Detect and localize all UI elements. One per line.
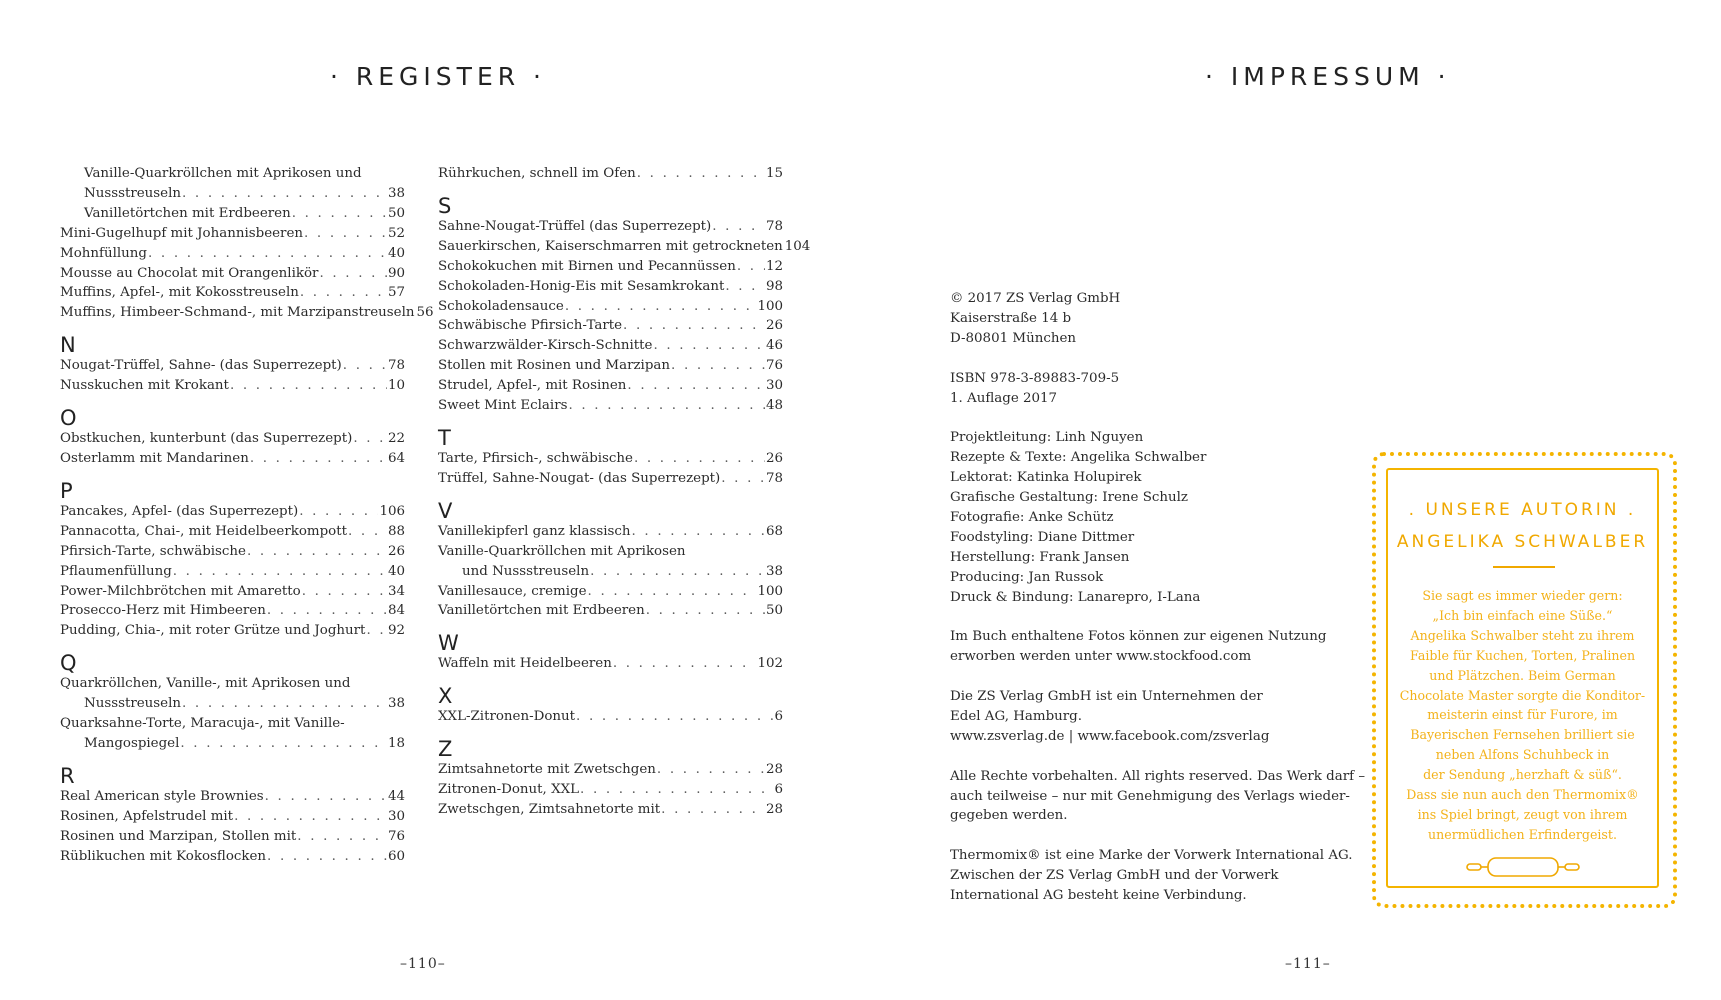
index-entry-page: 44: [387, 788, 405, 804]
imprint-line: International AG besteht keine Verbindung.: [950, 888, 1247, 904]
index-letter: P: [60, 478, 73, 503]
index-entry-page: 40: [387, 245, 405, 261]
index-entry-page: 50: [387, 205, 405, 221]
index-entry-page: 102: [757, 656, 783, 672]
imprint-block: [950, 846, 1353, 906]
index-entry-title: Schwäbische Pfirsich-Tarte: [438, 318, 623, 334]
index-leader-dots: [230, 376, 387, 396]
index-entry-title: Tarte, Pfirsich-, schwäbische: [438, 450, 633, 466]
index-entry-page: 22: [387, 431, 405, 447]
imprint-line: auch teilweise – nur mit Genehmigung des Verlags wieder-: [950, 788, 1350, 804]
index-entry: [438, 469, 783, 489]
index-entry-line: Quarkröllchen, Vanille-, mit Aprikosen und: [60, 676, 351, 692]
imprint-line: Edel AG, Hamburg.: [950, 708, 1082, 724]
imprint-line: D-80801 München: [950, 330, 1076, 346]
index-entry: [60, 449, 405, 469]
index-entry: [60, 542, 405, 562]
index-entry: [60, 734, 405, 754]
index-leader-dots: [173, 562, 387, 582]
imprint-line: Grafische Gestaltung: Irene Schulz: [950, 490, 1188, 506]
index-entry: [438, 654, 783, 674]
imprint-line: Thermomix® ist eine Marke der Vorwerk International AG.: [950, 848, 1353, 864]
index-entry-page: 92: [387, 623, 405, 639]
index-leader-dots: [302, 582, 387, 602]
index-entry: [438, 562, 783, 582]
index-entry: [60, 621, 405, 641]
index-column-2: [438, 164, 811, 820]
index-entry-title: Vanillesauce, cremige: [438, 583, 587, 599]
index-leader-dots: [646, 601, 765, 621]
index-entry-page: 46: [765, 338, 783, 354]
index-entry-page: 18: [387, 735, 405, 751]
index-entry-line: Vanille-Quarkröllchen mit Aprikosen: [438, 543, 686, 559]
index-leader-dots: [265, 787, 387, 807]
index-entry-title: Mangospiegel: [84, 735, 180, 751]
imprint-block: [950, 289, 1330, 349]
index-leader-dots: [300, 283, 387, 303]
index-leader-dots: [590, 562, 765, 582]
index-entry: [60, 601, 405, 621]
imprint-line: gegeben werden.: [950, 808, 1068, 824]
imprint-line: www.zsverlag.de | www.facebook.com/zsverlag: [950, 728, 1270, 744]
index-entry-page: 28: [765, 762, 783, 778]
right-page: [860, 0, 1721, 1000]
index-entry-title: Power-Milchbrötchen mit Amaretto: [60, 583, 301, 599]
index-leader-dots: [737, 257, 765, 277]
index-entry-page: 38: [765, 563, 783, 579]
index-entry-title: Mohnfüllung: [60, 245, 147, 261]
index-entry-title: Rührkuchen, schnell im Ofen: [438, 166, 636, 181]
index-entry-title: Mousse au Chocolat mit Orangenlikör: [60, 265, 319, 281]
imprint-block: [950, 428, 1330, 607]
index-entry-title: Schwarzwälder-Kirsch-Schnitte: [438, 338, 653, 354]
index-letter: Q: [60, 651, 77, 676]
author-bio-line: Chocolate Master sorgte die Konditor-: [1399, 687, 1646, 703]
index-leader-dots: [292, 204, 387, 224]
index-entry: [438, 376, 783, 396]
index-entry-title: Real American style Brownies: [60, 788, 264, 804]
index-entry: [60, 204, 405, 224]
index-leader-dots: [632, 522, 765, 542]
index-entry-line: Quarksahne-Torte, Maracuja-, mit Vanille-: [60, 716, 345, 732]
index-entry: [438, 164, 783, 184]
index-entry-page: 48: [765, 398, 783, 414]
index-leader-dots: [661, 800, 765, 820]
index-entry: [438, 237, 811, 257]
index-leader-dots: [182, 184, 387, 204]
index-entry-title: Schokoladensauce: [438, 298, 564, 314]
index-entry-title: Mini-Gugelhupf mit Johannisbeeren: [60, 225, 303, 241]
index-entry-title: Muffins, Apfel-, mit Kokosstreuseln: [60, 285, 299, 301]
index-entry-title: Prosecco-Herz mit Himbeeren: [60, 603, 266, 619]
index-leader-dots: [576, 707, 773, 727]
page-number-left: –110–: [400, 956, 446, 972]
index-entry: [60, 787, 405, 807]
index-entry: [60, 356, 405, 376]
index-entry-title: Obstkuchen, kunterbunt (das Superrezept): [60, 431, 353, 447]
index-entry-page: 104: [784, 238, 811, 254]
index-entry-page: 10: [387, 378, 405, 394]
imprint-line: ISBN 978-3-89883-709-5: [950, 370, 1120, 386]
index-entry-title: Vanilletörtchen mit Erdbeeren: [84, 205, 291, 221]
imprint-text: [950, 289, 1366, 926]
index-entry-page: 30: [765, 378, 783, 394]
index-entry-page: 88: [387, 523, 405, 539]
index-entry-page: 78: [765, 218, 783, 234]
index-entry-page: 90: [387, 265, 405, 281]
author-bio-line: unermüdlichen Erfindergeist.: [1428, 826, 1617, 842]
imprint-line: Lektorat: Katinka Holupirek: [950, 470, 1142, 486]
author-bio-line: Sie sagt es immer wieder gern:: [1422, 588, 1623, 603]
index-leader-dots: [234, 807, 387, 827]
index-letter: Z: [438, 737, 453, 762]
index-entry-title: Sweet Mint Eclairs: [438, 398, 568, 414]
index-entry: [60, 694, 405, 714]
index-entry-page: 38: [387, 185, 405, 201]
index-entry: [60, 376, 405, 396]
index-entry-page: 76: [387, 828, 405, 844]
index-letter: W: [438, 631, 459, 656]
imprint-line: Producing: Jan Russok: [950, 569, 1104, 585]
imprint-line: 1. Auflage 2017: [950, 390, 1058, 406]
index-entry: [60, 264, 405, 284]
index-entry: [60, 582, 405, 602]
index-entry: [438, 336, 783, 356]
index-entry-title: Osterlamm mit Mandarinen: [60, 450, 249, 466]
author-bio-line: meisterin einst für Furore, im: [1427, 707, 1618, 723]
index-entry: [438, 277, 783, 297]
index-entry: [60, 224, 405, 244]
index-entry-title: Schokokuchen mit Birnen und Pecannüssen: [438, 258, 736, 274]
index-leader-dots: [304, 224, 387, 244]
author-card-divider: [1493, 566, 1555, 568]
index-entry: [438, 780, 783, 800]
index-entry-page: 60: [387, 848, 405, 864]
index-leader-dots: [568, 396, 764, 416]
index-entry: [438, 522, 783, 542]
index-letter: X: [438, 684, 453, 709]
left-page: [0, 0, 860, 1000]
imprint-line: Herstellung: Frank Jansen: [950, 549, 1130, 565]
imprint-line: Projektleitung: Linh Nguyen: [950, 430, 1144, 446]
index-entry-page: 100: [757, 298, 783, 314]
index-entry: [438, 707, 783, 727]
index-entry-title: Vanillekipferl ganz klassisch: [438, 523, 631, 539]
index-entry: [60, 244, 405, 264]
index-entry-page: 106: [379, 503, 405, 519]
author-bio-line: der Sendung „herzhaft & süß“.: [1423, 767, 1622, 783]
index-leader-dots: [653, 336, 765, 356]
author-card-inner-frame: [1386, 468, 1659, 888]
index-leader-dots: [712, 217, 765, 237]
index-entry-page: 28: [765, 801, 783, 817]
index-entry-title: Zimtsahnetorte mit Zwetschgen: [438, 762, 656, 778]
index-leader-dots: [657, 760, 765, 780]
author-bio-line: Bayerischen Fernsehen brilliert sie: [1410, 727, 1635, 743]
index-leader-dots: [148, 244, 387, 264]
index-leader-dots: [671, 356, 765, 376]
index-entry-title: Strudel, Apfel-, mit Rosinen: [438, 378, 627, 394]
index-leader-dots: [366, 621, 387, 641]
index-entry: [438, 217, 783, 237]
index-entry-title: Pancakes, Apfel- (das Superrezept): [60, 503, 299, 519]
index-letter: V: [438, 498, 453, 523]
imprint-line: © 2017 ZS Verlag GmbH: [950, 291, 1121, 306]
index-entry-page: 15: [765, 166, 783, 181]
index-entry: [438, 356, 783, 376]
index-leader-dots: [634, 449, 765, 469]
index-letter: R: [60, 763, 75, 788]
index-entry-page: 26: [387, 543, 405, 559]
index-leader-dots: [353, 429, 387, 449]
index-leader-dots: [267, 847, 387, 867]
index-entry-page: 34: [387, 583, 405, 599]
index-entry-title: Vanilletörtchen mit Erdbeeren: [438, 603, 645, 619]
index-entry-page: 30: [387, 808, 405, 824]
index-entry-title: Rüblikuchen mit Kokosflocken: [60, 848, 267, 864]
index-entry: [60, 283, 405, 303]
index-entry-title: Zitronen-Donut, XXL: [438, 782, 580, 798]
register-heading: · REGISTER ·: [330, 62, 547, 91]
author-bio-line: „Ich bin einfach eine Süße.“: [1432, 607, 1613, 623]
author-card-title: . UNSERE AUTORIN .: [1408, 500, 1637, 520]
index-leader-dots: [580, 780, 773, 800]
index-entry: [60, 562, 405, 582]
index-letter: T: [438, 425, 451, 450]
author-name: ANGELIKA SCHWALBER: [1396, 532, 1649, 552]
index-entry-title: Schokoladen-Honig-Eis mit Sesamkrokant: [438, 278, 725, 294]
index-leader-dots: [721, 469, 765, 489]
index-entry-title: Nusskuchen mit Krokant: [60, 378, 229, 394]
imprint-block: [950, 767, 1366, 827]
index-column-1: [60, 164, 434, 866]
index-entry-page: 76: [765, 358, 783, 374]
impressum-heading: · IMPRESSUM ·: [1205, 62, 1451, 91]
index-entry: [438, 449, 783, 469]
imprint-block: [950, 687, 1330, 747]
author-bio-line: ins Spiel bringt, zeugt von ihrem: [1417, 806, 1628, 822]
index-entry: [438, 800, 783, 820]
index-entry-title: Nussstreuseln: [84, 696, 181, 712]
imprint-line: Die ZS Verlag GmbH ist ein Unternehmen der: [950, 689, 1263, 705]
index-entry-title: Sauerkirschen, Kaiserschmarren mit getrockneten: [438, 238, 783, 254]
index-entry: [60, 827, 405, 847]
index-entry-title: Sahne-Nougat-Trüffel (das Superrezept): [438, 218, 712, 234]
index-entry-title: Rosinen, Apfelstrudel mit: [60, 808, 234, 824]
author-card: [1372, 452, 1673, 904]
index-leader-dots: [637, 164, 765, 184]
index-entry: [60, 184, 405, 204]
index-leader-dots: [613, 654, 757, 674]
imprint-line: Rezepte & Texte: Angelika Schwalber: [950, 450, 1207, 466]
author-bio-line: und Plätzchen. Beim German: [1429, 667, 1616, 683]
index-entry-title: Stollen mit Rosinen und Marzipan: [438, 358, 671, 374]
author-bio-line: Angelika Schwalber steht zu ihrem: [1410, 627, 1635, 643]
imprint-block: [950, 627, 1330, 667]
index-leader-dots: [348, 522, 387, 542]
index-leader-dots: [180, 734, 387, 754]
index-leader-dots: [343, 356, 387, 376]
index-entry: [438, 582, 783, 602]
index-entry-title: Pannacotta, Chai-, mit Heidelbeerkompott: [60, 523, 347, 539]
index-leader-dots: [725, 277, 765, 297]
index-entry-title: Trüffel, Sahne-Nougat- (das Superrezept): [438, 470, 721, 486]
index-entry: [438, 316, 783, 336]
index-entry-page: 40: [387, 563, 405, 579]
index-entry-page: 56: [416, 305, 434, 321]
index-letter: N: [60, 333, 76, 358]
index-leader-dots: [627, 376, 765, 396]
index-entry-page: 100: [757, 583, 783, 599]
author-bio-line: neben Alfons Schuhbeck in: [1435, 747, 1610, 763]
page-number-right: –111–: [1285, 956, 1331, 972]
index-leader-dots: [267, 601, 387, 621]
index-entry: [438, 396, 783, 416]
imprint-line: Foodstyling: Diane Dittmer: [950, 529, 1135, 545]
index-entry-page: 57: [387, 285, 405, 301]
index-entry-title: Nussstreuseln: [84, 185, 181, 201]
index-entry-page: 52: [387, 225, 405, 241]
index-entry-page: 12: [765, 258, 783, 274]
index-entry-page: 50: [765, 603, 783, 619]
index-entry-page: 78: [765, 470, 783, 486]
index-entry: [438, 257, 783, 277]
index-entry-page: 26: [765, 318, 783, 334]
index-entry-page: 98: [765, 278, 783, 294]
index-entry: [60, 429, 405, 449]
index-entry: [60, 807, 405, 827]
index-leader-dots: [250, 449, 387, 469]
imprint-line: erworben werden unter www.stockfood.com: [950, 649, 1252, 665]
index-letter: S: [438, 193, 452, 218]
index-entry-page: 38: [387, 696, 405, 712]
index-entry-title: Pflaumenfüllung: [60, 563, 172, 579]
index-entry: [438, 601, 783, 621]
index-entry-title: Rosinen und Marzipan, Stollen mit: [60, 828, 297, 844]
rolling-pin-icon: [1466, 854, 1580, 880]
index-leader-dots: [623, 316, 765, 336]
index-entry-page: 6: [774, 709, 783, 725]
index-entry-title: und Nussstreuseln: [462, 563, 590, 579]
index-entry-page: 26: [765, 450, 783, 466]
index-entry-title: XXL-Zitronen-Donut: [438, 709, 576, 725]
imprint-line: Im Buch enthaltene Fotos können zur eigenen Nutzung: [950, 629, 1327, 645]
index-entry: [60, 502, 405, 522]
index-leader-dots: [182, 694, 387, 714]
index-entry: [60, 522, 405, 542]
index-entry-title: Zwetschgen, Zimtsahnetorte mit: [438, 801, 661, 817]
index-entry: [438, 760, 783, 780]
index-entry-title: Pudding, Chia-, mit roter Grütze und Joghurt: [60, 623, 366, 639]
index-entry: [60, 303, 434, 323]
index-entry-page: 78: [387, 358, 405, 374]
index-leader-dots: [588, 582, 757, 602]
index-leader-dots: [565, 297, 757, 317]
index-entry-title: Pfirsich-Tarte, schwäbische: [60, 543, 246, 559]
index-entry-line: Vanille-Quarkröllchen mit Aprikosen und: [84, 166, 362, 181]
author-bio-line: Dass sie nun auch den Thermomix®: [1406, 787, 1639, 803]
imprint-line: Kaiserstraße 14 b: [950, 310, 1072, 326]
imprint-line: Druck & Bindung: Lanarepro, I-Lana: [950, 589, 1201, 605]
index-entry-page: 68: [765, 523, 783, 539]
index-leader-dots: [299, 502, 378, 522]
author-bio: [1388, 586, 1657, 845]
index-entry-page: 84: [387, 603, 405, 619]
index-leader-dots: [247, 542, 387, 562]
imprint-line: Zwischen der ZS Verlag GmbH und der Vorwerk: [950, 868, 1279, 884]
author-bio-line: Faible für Kuchen, Torten, Pralinen: [1409, 647, 1636, 663]
index-entry: [60, 847, 405, 867]
imprint-line: Alle Rechte vorbehalten. All rights reserved. Das Werk darf –: [950, 768, 1366, 784]
index-entry-title: Muffins, Himbeer-Schmand-, mit Marzipanstreuseln: [60, 305, 415, 321]
imprint-line: Fotografie: Anke Schütz: [950, 509, 1114, 525]
index-entry-page: 64: [387, 450, 405, 466]
index-entry-page: 6: [774, 782, 783, 798]
index-entry: [438, 297, 783, 317]
index-entry-title: Waffeln mit Heidelbeeren: [438, 656, 612, 672]
index-leader-dots: [319, 264, 387, 284]
index-leader-dots: [297, 827, 387, 847]
index-letter: O: [60, 406, 77, 431]
imprint-block: [950, 369, 1330, 409]
index-entry-title: Nougat-Trüffel, Sahne- (das Superrezept): [60, 358, 342, 374]
